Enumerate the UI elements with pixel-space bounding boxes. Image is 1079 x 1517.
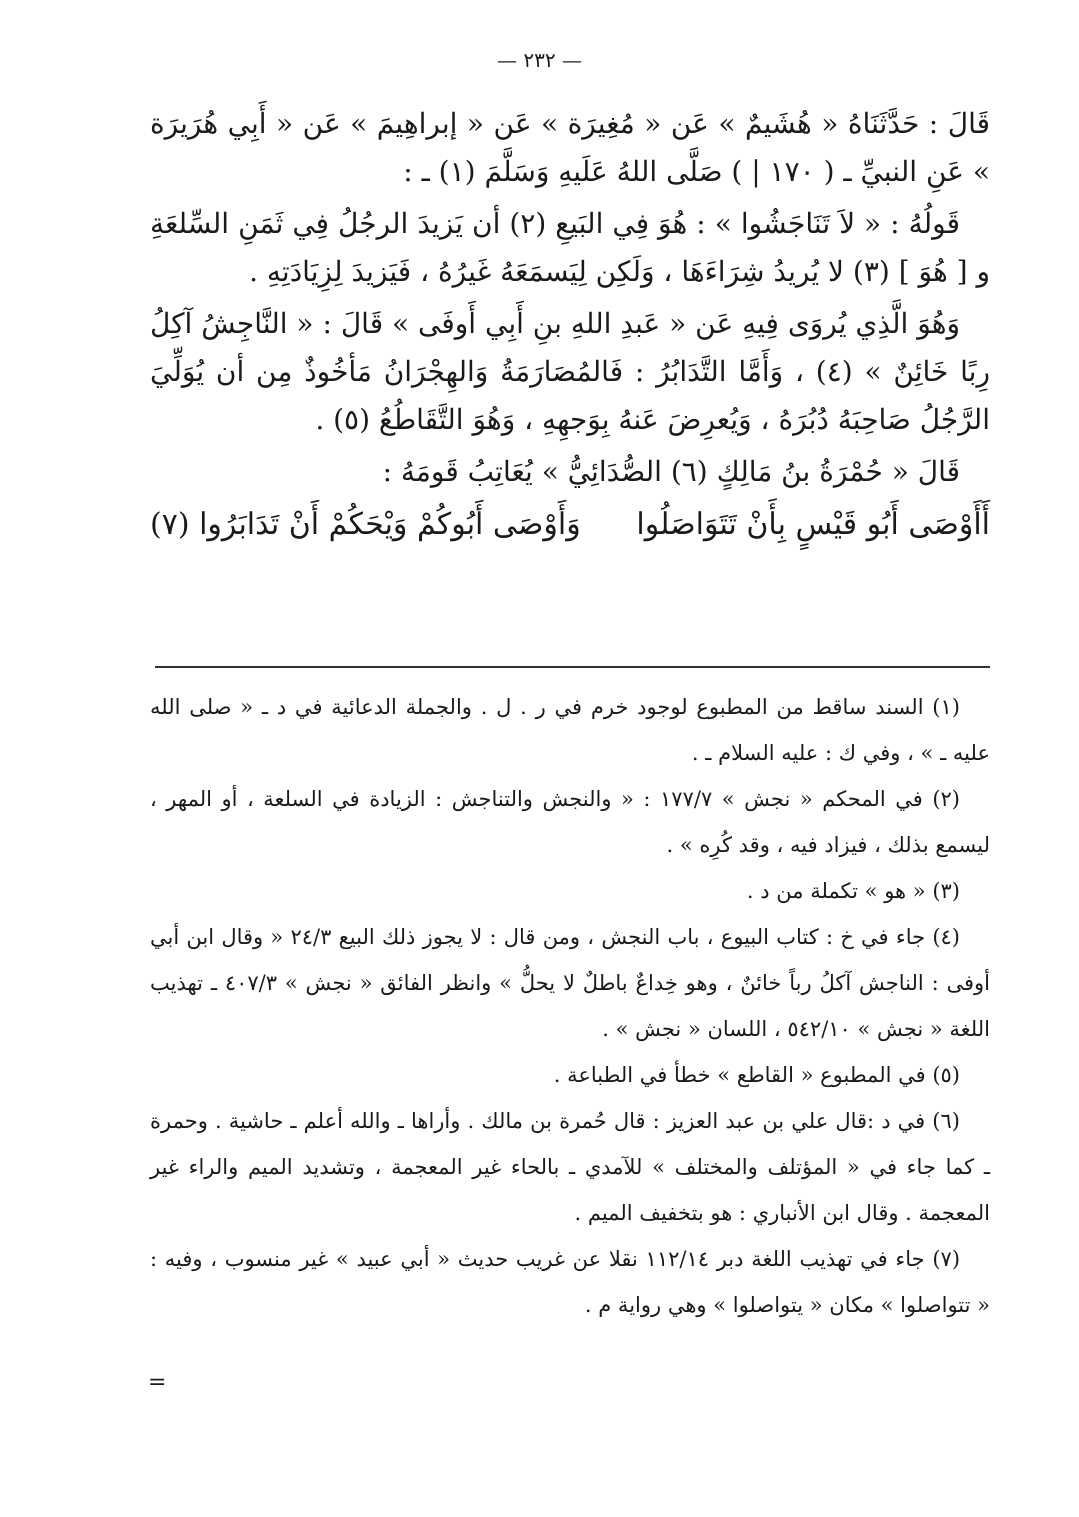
footnote: (٧) جاء في تهذيب اللغة دبر ١١٢/١٤ نقلا عن غريب حديث « أبي عبيد » غير منسوب ، وفيه : « تتواصلوا » مكان « يتواصلوا » وهي رواية م .	[150, 1247, 990, 1317]
page-number: — ٢٣٢ —	[497, 48, 582, 72]
footnote: (٥) في المطبوع « القاطع » خطأ في الطباعة .	[553, 1063, 960, 1087]
poetry-verse	[150, 500, 990, 550]
main-paragraph: قَالَ : حَدَّثَنَاهُ « هُشَيمٌ » عَن « مُغِيرَة » عَن « إبراهِيمَ » عَن « أَبِي هُرَيرَة » عَنِ النبيِّ ـ ( ١٧٠ | ) صَلَّى اللهُ عَلَيهِ وَسَلَّمَ (١) ـ :	[150, 107, 990, 188]
footnote: (٤) جاء في خ : كتاب البيوع ، باب النجش ، ومن قال : لا يجوز ذلك البيع ٢٤/٣ « وقال ابن أبي أوفى : الناجش آكلُ رباً خائنٌ ، وهو خِداعٌ باطلٌ لا يحلُّ » وانظر الفائق « نجش » ٤٠٧/٣ ـ تهذيب اللغة « نجش » ٥٤٢/١٠ ، اللسان « نجش » .	[150, 925, 991, 1041]
footnote: (٦) في د :قال علي بن عبد العزيز : قال حُمرة بن مالك . وأراها ـ والله أعلم ـ حاشية . وحمرة ـ كما جاء في « المؤتلف والمختلف » للآمدي ـ بالحاء غير المعجمة ، وتشديد الميم والراء غير المعجمة . وقال ابن الأنباري : هو بتخفيف الميم .	[150, 1109, 990, 1225]
verse-first-hemistich: أَأَوْصَى أَبُو قَيْسٍ بِأَنْ تَتَوَاصَلُوا	[636, 507, 990, 542]
main-paragraph: قَالَ « حُمْرَةُ بنُ مَالِكٍ (٦) الصُّدَائِيُّ » يُعَاتِبُ قَومَهُ :	[382, 455, 960, 488]
footnote: (٢) في المحكم « نجش » ١٧٧/٧ : « والنجش والتناجش : الزيادة في السلعة ، أو المهر ، ليسمع بذلك ، فيزاد فيه ، وقد كُرِه » .	[150, 787, 990, 857]
verse-second-hemistich: وَأَوْصَى أَبُوكُمْ وَيْحَكُمْ أَنْ تَدَابَرُوا (٧)	[150, 507, 581, 542]
end-mark: =	[148, 1370, 167, 1395]
footnote: (١) السند ساقط من المطبوع لوجود خرم في ر . ل . والجملة الدعائية في د ـ « صلى الله عليه ـ » ، وفي ك : عليه السلام ـ .	[150, 695, 990, 765]
footnote: (٣) « هو » تكملة من د .	[746, 879, 960, 903]
footnote-separator	[155, 666, 990, 668]
main-text	[150, 100, 990, 550]
main-paragraph: قَولُهُ : « لاَ تَنَاجَشُوا » : هُوَ فِي البَيعِ (٢) أن يَزيدَ الرجُلُ فِي ثَمَنِ السِّلعَةِ و [ هُوَ ] (٣) لا يُريدُ شِرَاءَهَا ، وَلَكِن لِيَسمَعَهُ غَيرُهُ ، فَيَزيدَ لِزِيَادَتِهِ .	[150, 207, 990, 288]
footnotes	[150, 684, 990, 1328]
main-paragraph: وَهُوَ الَّذِي يُروَى فِيهِ عَن « عَبدِ اللهِ بنِ أَبِي أَوفَى » قَالَ : « النَّاجِشُ آكِلُ رِبًا خَائِنٌ » (٤) ، وَأَمَّا التَّدَابُرُ : فَالمُصَارَمَةُ وَالهِجْرَانُ مَأخُوذٌ مِن أن يُوَلِّيَ الرَّجُلُ صَاحِبَهُ دُبُرَهُ ، وَيُعرِضَ عَنهُ بِوَجهِهِ ، وَهُوَ التَّقَاطُعُ (٥) .	[150, 307, 990, 436]
